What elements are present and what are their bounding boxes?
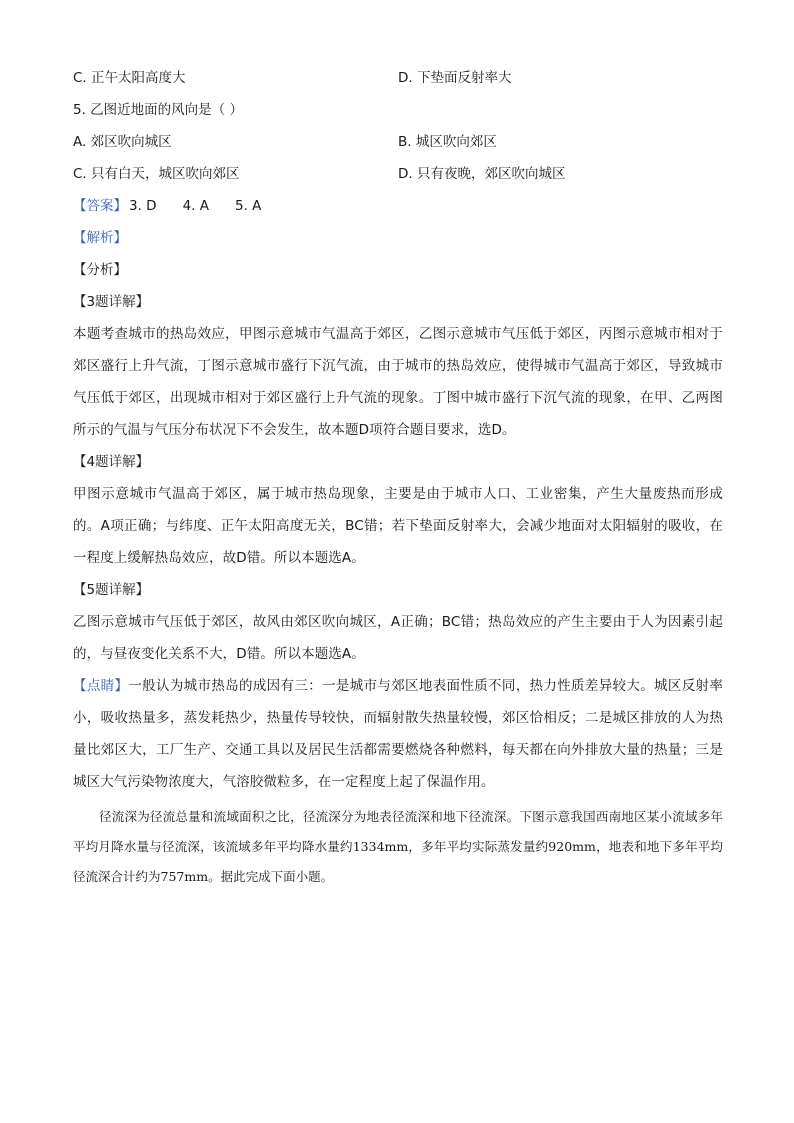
heading-jiexi: 【解析】: [73, 230, 127, 246]
q5-option-c: C. 只有白天，城区吹向郊区: [73, 166, 240, 182]
q4-option-d: D. 下垫面反射率大: [398, 70, 512, 86]
heading-q4-detail: 【4题详解】: [73, 454, 150, 470]
q5-option-b: B. 城区吹向郊区: [398, 134, 497, 150]
q5-stem: 5. 乙图近地面的风向是（ ）: [73, 102, 243, 118]
heading-q5-detail: 【5题详解】: [73, 582, 150, 598]
q5-option-a: A. 郊区吹向城区: [73, 134, 172, 150]
document-content: [73, 62, 723, 905]
answer-label: 【答案】: [73, 198, 127, 214]
dianjing-text: 一般认为城市热岛的成因有三：一是城市与郊区地表面性质不同，热力性质差异较大。城区反射率小，吸收热量多，蒸发耗热少，热量传导较快，而辐射散失热量较慢，郊区恰相反；二是城区排放的人为热量比郊区大，工厂生产、交通工具以及居民生活都需要燃烧各种燃料，每天都在向外排放大量的热量；三是城区大气污染物浓度大，气溶胶微粒多，在一定程度上起了保温作用。: [73, 678, 723, 790]
q4-options-cd: [73, 62, 723, 94]
q3-detail-text: 本题考查城市的热岛效应，甲图示意城市气温高于郊区，乙图示意城市气压低于郊区，丙图示意城市相对于郊区盛行上升气流，丁图示意城市盛行下沉气流，由于城市的热岛效应，使得城市气温高于郊区，导致城市气压低于郊区，出现城市相对于郊区盛行上升气流的现象。丁图中城市盛行下沉气流的现象，在甲、乙两图所示的气温与气压分布状况下不会发生，故本题D项符合题目要求，选D。: [73, 326, 723, 438]
heading-fenxi: 【分析】: [73, 262, 127, 278]
next-question-intro: 径流深为径流总量和流域面积之比，径流深分为地表径流深和地下径流深。下图示意我国西南地区某小流域多年平均月降水量与径流深，该流域多年平均降水量约1334mm，多年平均实际蒸发量约920mm，地表和地下多年平均径流深合计约为757mm。据此完成下面小题。: [73, 809, 723, 884]
answer-item: 4. A: [182, 198, 209, 214]
answer-item: 3. D: [129, 198, 157, 214]
q4-detail-text: 甲图示意城市气温高于郊区，属于城市热岛现象，主要是由于城市人口、工业密集，产生大量废热而形成的。A项正确；与纬度、正午太阳高度无关，BC错；若下垫面反射率大，会减少地面对太阳辐射的吸收，在一程度上缓解热岛效应，故D错。所以本题选A。: [73, 486, 723, 566]
q5-option-d: D. 只有夜晚，郊区吹向城区: [398, 166, 566, 182]
q4-option-c: C. 正午太阳高度大: [73, 70, 186, 86]
answer-item: 5. A: [235, 198, 262, 214]
q5-options-ab: [73, 126, 723, 158]
dianjing-paragraph: [73, 670, 723, 798]
q5-detail-text: 乙图示意城市气压低于郊区，故风由郊区吹向城区，A正确；BC错；热岛效应的产生主要由于人为因素引起的，与昼夜变化关系不大，D错。所以本题选A。: [73, 614, 723, 662]
answer-line: [73, 190, 723, 222]
heading-dianjing: 【点睛】: [73, 678, 129, 694]
q5-options-cd: [73, 158, 723, 190]
heading-q3-detail: 【3题详解】: [73, 294, 150, 310]
